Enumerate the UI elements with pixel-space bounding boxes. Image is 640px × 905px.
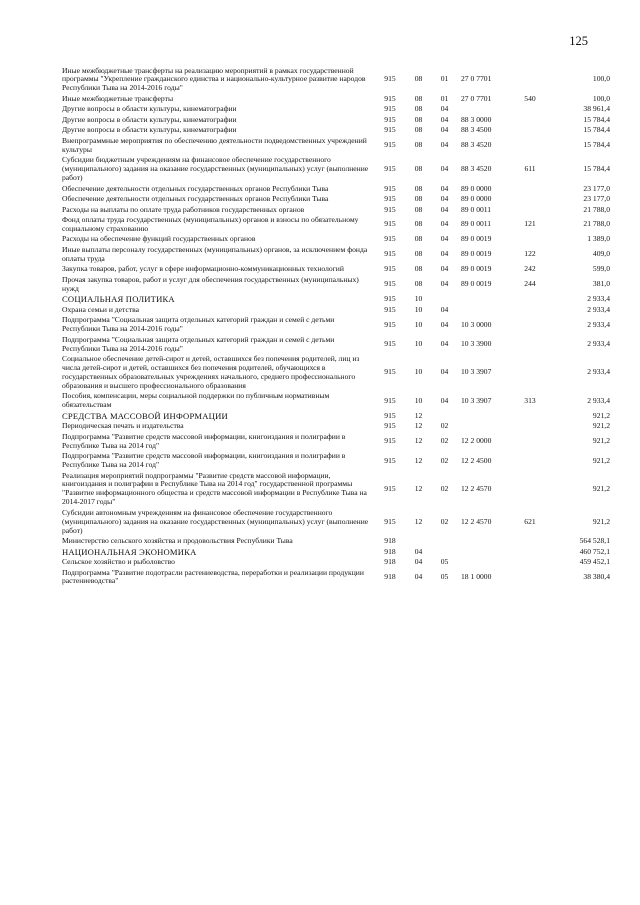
row-vr-code xyxy=(519,184,541,195)
row-sum: 15 784,4 xyxy=(583,114,610,124)
row-gr-code: 915 xyxy=(384,125,396,135)
row-name: Пособия, компенсации, меры социальной поддержки по публичным нормативным обязательствам xyxy=(62,391,330,410)
row-name: Подпрограмма "Социальная защита отдельных категорий граждан и семей с детьми Республики Тыва на 2014-2016 годы" xyxy=(62,334,335,353)
table-row xyxy=(62,508,610,536)
row-gr-code: 915 xyxy=(384,93,396,103)
table-row xyxy=(62,216,610,235)
row-sum: 2 933,4 xyxy=(587,304,610,314)
row-sum: 2 933,4 xyxy=(587,339,610,349)
row-vr-code xyxy=(519,355,541,392)
row-vr-code xyxy=(519,115,541,126)
row-pr-code: 02 xyxy=(440,455,449,465)
row-gr-code: 918 xyxy=(384,557,396,567)
row-pr-code: 04 xyxy=(440,164,449,174)
row-pr-code: 02 xyxy=(440,421,449,431)
row-pr-code: 04 xyxy=(440,194,449,204)
row-cs-code: 18 1 0000 xyxy=(461,571,492,581)
row-sum: 921,2 xyxy=(592,483,610,493)
row-rz-code: 08 xyxy=(414,194,423,204)
row-gr-code: 915 xyxy=(384,367,396,377)
row-sum: 409,0 xyxy=(592,249,610,259)
row-gr-code: 915 xyxy=(384,264,396,274)
row-cs-code xyxy=(457,537,519,548)
row-sum: 23 177,0 xyxy=(583,183,610,193)
row-name: СРЕДСТВА МАССОВОЙ ИНФОРМАЦИИ xyxy=(62,410,228,421)
row-sum: 100,0 xyxy=(592,74,610,84)
row-sum: 100,0 xyxy=(592,93,610,103)
row-name: Иные выплаты персоналу государственных (муниципальных) органов, за исключением фонда оплаты труда xyxy=(62,244,368,263)
row-name: Обеспечение деятельности отдельных государственных органов Республики Тыва xyxy=(62,194,329,204)
row-cs-code: 89 0 0019 xyxy=(461,279,492,289)
row-pr-code: 04 xyxy=(440,104,449,114)
row-name: Внепрограммные мероприятия по обеспечению деятельности подведомственных учреждений культуры xyxy=(62,135,367,154)
row-pr-code xyxy=(432,295,457,306)
row-gr-code: 915 xyxy=(384,339,396,349)
row-gr-code: 915 xyxy=(384,234,396,244)
table-row xyxy=(62,205,610,216)
row-name: НАЦИОНАЛЬНАЯ ЭКОНОМИКА xyxy=(62,546,197,557)
table-row xyxy=(62,156,610,184)
row-sum: 23 177,0 xyxy=(583,194,610,204)
row-gr-code: 915 xyxy=(384,436,396,446)
row-gr-code: 915 xyxy=(384,249,396,259)
row-cs-code: 12 2 4570 xyxy=(461,516,492,526)
row-cs-code xyxy=(457,411,519,422)
row-rz-code: 12 xyxy=(414,455,423,465)
row-gr-code: 915 xyxy=(384,294,396,304)
table-row xyxy=(62,432,610,451)
row-name: Подпрограмма "Развитие средств массовой информации, книгоиздания и полиграфии в Республике Тыва на 2014 год" xyxy=(62,431,346,450)
row-vr-code xyxy=(519,66,541,94)
row-vr-code xyxy=(519,335,541,354)
row-sum: 15 784,4 xyxy=(583,125,610,135)
row-gr-code: 915 xyxy=(384,140,396,150)
row-vr-code xyxy=(519,305,541,316)
row-sum: 921,2 xyxy=(592,516,610,526)
row-cs-code: 88 3 4500 xyxy=(461,125,492,135)
page-number: 125 xyxy=(569,34,588,48)
row-rz-code: 04 xyxy=(414,546,423,556)
table-row xyxy=(62,305,610,316)
table-row xyxy=(62,422,610,433)
row-rz-code: 08 xyxy=(414,140,423,150)
row-rz-code: 08 xyxy=(414,93,423,103)
row-sum: 15 784,4 xyxy=(583,140,610,150)
table-row xyxy=(62,245,610,264)
row-cs-code: 10 3 0000 xyxy=(461,319,492,329)
row-rz-code: 10 xyxy=(414,339,423,349)
row-pr-code xyxy=(432,537,457,548)
row-cs-code: 89 0 0000 xyxy=(461,194,492,204)
row-sum: 2 933,4 xyxy=(587,395,610,405)
row-vr-code: 122 xyxy=(524,249,536,259)
row-pr-code: 04 xyxy=(440,183,449,193)
row-vr-code xyxy=(519,195,541,206)
row-rz-code: 12 xyxy=(414,516,423,526)
row-sum: 21 788,0 xyxy=(583,219,610,229)
row-vr-code: 121 xyxy=(524,219,536,229)
row-name: Подпрограмма "Развитие средств массовой информации, книгоиздания и полиграфии в Республике Тыва на 2014 год" xyxy=(62,451,346,469)
row-gr-code: 918 xyxy=(384,536,396,546)
row-vr-code: 313 xyxy=(524,395,536,405)
row-pr-code: 02 xyxy=(440,436,449,446)
row-vr-code: 540 xyxy=(524,93,536,103)
row-name: Сельское хозяйство и рыболовство xyxy=(62,557,175,567)
row-cs-code xyxy=(457,558,519,569)
row-sum: 381,0 xyxy=(592,279,610,289)
row-cs-code: 10 3 3907 xyxy=(461,367,492,377)
row-name: Подпрограмма "Развитие подотрасли растениеводства, переработки и реализации продукции растениеводства" xyxy=(62,567,364,586)
row-gr-code: 915 xyxy=(384,279,396,289)
budget-table xyxy=(62,66,610,587)
row-name: Расходы на выплаты по оплате труда работников государственных органов xyxy=(62,204,305,214)
row-vr-code xyxy=(519,411,541,422)
row-cs-code: 89 0 0019 xyxy=(461,234,492,244)
row-cs-code: 12 2 4570 xyxy=(461,483,492,493)
table-row xyxy=(62,265,610,276)
row-pr-code: 02 xyxy=(440,516,449,526)
table-row xyxy=(62,537,610,548)
row-vr-code xyxy=(519,205,541,216)
row-gr-code: 915 xyxy=(384,516,396,526)
row-rz-code: 08 xyxy=(414,219,423,229)
table-row xyxy=(62,275,610,294)
row-name: Другие вопросы в области культуры, кинематографии xyxy=(62,104,237,114)
table-row xyxy=(62,126,610,137)
row-rz-code: 08 xyxy=(414,183,423,193)
row-pr-code: 04 xyxy=(440,279,449,289)
row-gr-code: 915 xyxy=(384,319,396,329)
row-rz-code: 08 xyxy=(414,74,423,84)
row-pr-code: 01 xyxy=(440,74,449,84)
row-sum: 599,0 xyxy=(592,264,610,274)
row-rz-code: 12 xyxy=(414,483,423,493)
row-rz-code: 10 xyxy=(414,294,423,304)
row-pr-code: 04 xyxy=(440,304,449,314)
row-cs-code: 12 2 4500 xyxy=(461,455,492,465)
row-pr-code: 04 xyxy=(440,264,449,274)
row-rz-code: 10 xyxy=(414,395,423,405)
table-row xyxy=(62,452,610,471)
table-row xyxy=(62,568,610,587)
row-name: Расходы на обеспечение функций государственных органов xyxy=(62,234,256,244)
row-sum: 921,2 xyxy=(592,455,610,465)
row-sum: 2 933,4 xyxy=(587,367,610,377)
row-rz-code: 08 xyxy=(414,104,423,114)
row-gr-code: 915 xyxy=(384,74,396,84)
row-vr-code: 611 xyxy=(524,164,536,174)
row-vr-code xyxy=(519,558,541,569)
row-cs-code: 89 0 0011 xyxy=(461,219,492,229)
row-name: СОЦИАЛЬНАЯ ПОЛИТИКА xyxy=(62,294,175,305)
row-name: Иные межбюджетные трансферты на реализацию мероприятий в рамках государственной программы "Укрепление гражданского единства и национально-культурное развитие народов Республики Тыва на 2014-2016 годы" xyxy=(62,65,366,93)
row-cs-code xyxy=(457,547,519,558)
budget-table-body xyxy=(62,66,610,587)
row-name: Периодическая печать и издательства xyxy=(62,421,184,431)
row-gr-code: 915 xyxy=(384,164,396,174)
row-vr-code xyxy=(519,452,541,471)
table-row xyxy=(62,471,610,508)
row-vr-code xyxy=(519,432,541,451)
row-rz-code: 10 xyxy=(414,304,423,314)
row-sum: 1 389,0 xyxy=(587,234,610,244)
table-row xyxy=(62,558,610,569)
row-sum: 921,2 xyxy=(592,421,610,431)
row-rz-code: 12 xyxy=(414,410,423,420)
row-gr-code: 915 xyxy=(384,204,396,214)
row-cs-code xyxy=(457,305,519,316)
section-row xyxy=(62,547,610,558)
table-row xyxy=(62,105,610,116)
row-cs-code: 10 3 3900 xyxy=(461,339,492,349)
row-sum: 15 784,4 xyxy=(583,164,610,174)
row-gr-code: 915 xyxy=(384,114,396,124)
row-name: Фонд оплаты труда государственных (муниципальных) органов и взносы по обязательному социальному страхованию xyxy=(62,215,359,233)
row-gr-code: 915 xyxy=(384,455,396,465)
row-pr-code: 04 xyxy=(440,395,449,405)
row-cs-code: 27 0 7701 xyxy=(461,74,492,84)
row-rz-code: 10 xyxy=(414,319,423,329)
row-cs-code: 89 0 0019 xyxy=(461,264,492,274)
row-pr-code: 04 xyxy=(440,219,449,229)
row-sum: 564 528,1 xyxy=(579,536,610,546)
row-gr-code: 918 xyxy=(384,571,396,581)
row-pr-code: 02 xyxy=(440,483,449,493)
row-name: Закупка товаров, работ, услуг в сфере информационно-коммуникационных технологий xyxy=(62,264,344,274)
row-pr-code: 04 xyxy=(440,319,449,329)
row-gr-code: 915 xyxy=(384,183,396,193)
row-name: Субсидии автономным учреждениям на финансовое обеспечение государственного (муниципального) задания на оказание государственных (муниципальных) услуг (выполнение работ) xyxy=(62,507,369,535)
section-row xyxy=(62,411,610,422)
table-row xyxy=(62,355,610,392)
row-cs-code: 12 2 0000 xyxy=(461,436,492,446)
row-cs-code: 88 3 4520 xyxy=(461,140,492,150)
row-name: Социальное обеспечение детей-сирот и детей, оставшихся без попечения родителей, лиц из числа детей-сирот и детей, оставшихся без попечения родителей, обучающихся в государственных образовательных учреждениях начального, среднего профессионального образования и высшего профессионального образования xyxy=(62,354,360,390)
row-pr-code: 04 xyxy=(440,367,449,377)
row-rz-code: 08 xyxy=(414,114,423,124)
row-pr-code: 04 xyxy=(440,234,449,244)
row-name: Охрана семьи и детства xyxy=(62,304,139,314)
row-gr-code: 915 xyxy=(384,194,396,204)
table-row xyxy=(62,235,610,246)
row-vr-code xyxy=(519,126,541,137)
row-vr-code xyxy=(519,136,541,155)
section-row xyxy=(62,295,610,306)
row-pr-code: 04 xyxy=(440,140,449,150)
row-pr-code: 01 xyxy=(440,93,449,103)
row-gr-code: 915 xyxy=(384,395,396,405)
row-vr-code: 244 xyxy=(524,279,536,289)
table-row xyxy=(62,66,610,94)
row-vr-code xyxy=(519,547,541,558)
table-row xyxy=(62,335,610,354)
table-row xyxy=(62,316,610,335)
row-cs-code: 89 0 0011 xyxy=(461,204,492,214)
row-rz-code xyxy=(405,537,432,548)
row-cs-code xyxy=(457,422,519,433)
row-rz-code: 04 xyxy=(414,557,423,567)
row-cs-code xyxy=(457,105,519,116)
row-name: Прочая закупка товаров, работ и услуг для обеспечения государственных (муниципальных) нужд xyxy=(62,274,359,293)
row-sum: 459 452,1 xyxy=(579,557,610,567)
table-row xyxy=(62,392,610,411)
row-sum: 38 961,4 xyxy=(583,104,610,114)
row-rz-code: 08 xyxy=(414,204,423,214)
row-cs-code: 88 3 4520 xyxy=(461,164,492,174)
row-sum: 21 788,0 xyxy=(583,204,610,214)
row-cs-code: 89 0 0019 xyxy=(461,249,492,259)
row-rz-code: 12 xyxy=(414,436,423,446)
table-row xyxy=(62,195,610,206)
table-row xyxy=(62,184,610,195)
row-vr-code xyxy=(519,295,541,306)
row-pr-code xyxy=(432,411,457,422)
row-vr-code xyxy=(519,235,541,246)
row-rz-code: 08 xyxy=(414,125,423,135)
row-gr-code: 918 xyxy=(384,546,396,556)
row-sum: 38 380,4 xyxy=(583,571,610,581)
row-pr-code: 05 xyxy=(440,557,449,567)
row-sum: 921,2 xyxy=(592,436,610,446)
row-vr-code: 242 xyxy=(524,264,536,274)
row-pr-code: 04 xyxy=(440,204,449,214)
row-name: Обеспечение деятельности отдельных государственных органов Республики Тыва xyxy=(62,183,329,193)
row-vr-code xyxy=(519,316,541,335)
row-vr-code xyxy=(519,422,541,433)
row-sum: 921,2 xyxy=(592,410,610,420)
row-pr-code: 04 xyxy=(440,339,449,349)
row-rz-code: 08 xyxy=(414,264,423,274)
row-vr-code: 621 xyxy=(524,516,536,526)
row-rz-code: 10 xyxy=(414,367,423,377)
row-name: Подпрограмма "Социальная защита отдельных категорий граждан и семей с детьми Республики Тыва на 2014-2016 годы" xyxy=(62,315,335,334)
row-pr-code: 05 xyxy=(440,571,449,581)
table-row xyxy=(62,136,610,155)
row-gr-code: 915 xyxy=(384,421,396,431)
row-cs-code: 27 0 7701 xyxy=(461,93,492,103)
row-name: Другие вопросы в области культуры, кинематографии xyxy=(62,125,237,135)
row-pr-code: 04 xyxy=(440,249,449,259)
row-sum: 460 752,1 xyxy=(579,546,610,556)
row-sum: 2 933,4 xyxy=(587,294,610,304)
row-vr-code xyxy=(519,105,541,116)
row-vr-code xyxy=(519,471,541,508)
row-cs-code xyxy=(457,295,519,306)
row-name: Министерство сельского хозяйства и продовольствия Республики Тыва xyxy=(62,536,293,546)
row-rz-code: 08 xyxy=(414,234,423,244)
table-row xyxy=(62,115,610,126)
row-pr-code: 04 xyxy=(440,114,449,124)
row-gr-code: 915 xyxy=(384,304,396,314)
row-cs-code: 88 3 0000 xyxy=(461,114,492,124)
row-gr-code: 915 xyxy=(384,219,396,229)
row-name: Субсидии бюджетным учреждениям на финансовое обеспечение государственного (муниципального) задания на оказание государственных (муниципальных) услуг (выполнение работ) xyxy=(62,155,369,183)
row-sum: 2 933,4 xyxy=(587,319,610,329)
row-vr-code xyxy=(519,568,541,587)
row-rz-code: 04 xyxy=(414,571,423,581)
row-name: Иные межбюджетные трансферты xyxy=(62,93,174,103)
row-name: Другие вопросы в области культуры, кинематографии xyxy=(62,114,237,124)
row-gr-code: 915 xyxy=(384,483,396,493)
row-rz-code: 08 xyxy=(414,249,423,259)
row-name: Реализация мероприятий подпрограммы "Развитие средств массовой информации, книгоиздания и полиграфии в Республике Тыва на 2014 год" государственной программы "Развитие информационного общества и средств массовой информации в Республике Тыва на 2014-2017 годы" xyxy=(62,470,367,507)
row-gr-code: 915 xyxy=(384,410,396,420)
row-cs-code: 10 3 3907 xyxy=(461,395,492,405)
row-rz-code: 08 xyxy=(414,164,423,174)
row-cs-code: 89 0 0000 xyxy=(461,183,492,193)
row-vr-code xyxy=(519,537,541,548)
row-pr-code: 04 xyxy=(440,125,449,135)
row-pr-code xyxy=(432,547,457,558)
row-gr-code: 915 xyxy=(384,104,396,114)
row-rz-code: 12 xyxy=(414,421,423,431)
table-row xyxy=(62,94,610,105)
row-rz-code: 08 xyxy=(414,279,423,289)
